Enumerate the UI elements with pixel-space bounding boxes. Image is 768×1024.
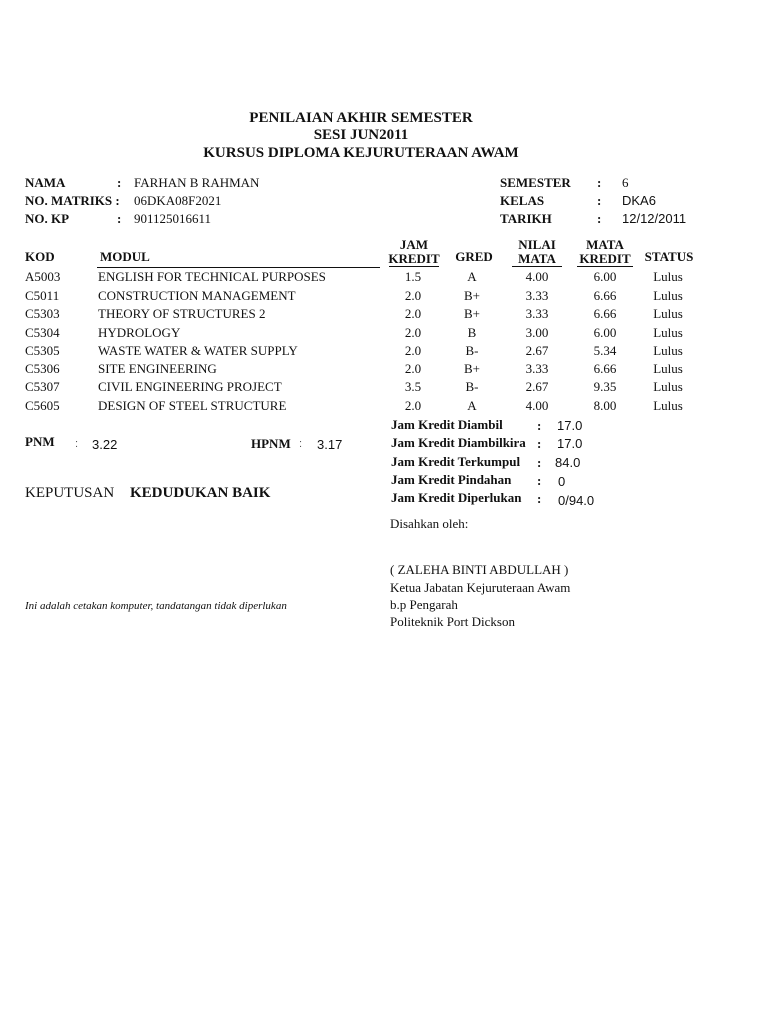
cell-nilai: 2.67 xyxy=(525,343,549,358)
jam-kredit-pindahan-label: Jam Kredit Pindahan xyxy=(391,472,512,487)
cell-modul: HYDROLOGY xyxy=(98,325,181,340)
cell-kod: C5605 xyxy=(25,398,60,413)
cell-status: Lulus xyxy=(653,325,683,340)
signatory-title: Ketua Jabatan Kejuruteraan Awam xyxy=(390,580,571,595)
cell-jam: 2.0 xyxy=(404,306,422,321)
cell-jam: 2.0 xyxy=(404,398,422,413)
cell-kod: C5307 xyxy=(25,379,60,394)
cell-jam: 2.0 xyxy=(404,361,422,376)
cell-jam: 2.0 xyxy=(404,288,422,303)
kelas-colon: : xyxy=(597,193,602,208)
kelas-label: KELAS xyxy=(500,193,545,208)
tarikh-colon: : xyxy=(597,211,602,226)
nama-value: FARHAN B RAHMAN xyxy=(134,175,260,190)
cell-nilai: 4.00 xyxy=(525,269,549,284)
matriks-value: 06DKA08F2021 xyxy=(134,193,222,208)
jam-kredit-diambilkira-label: Jam Kredit Diambilkira xyxy=(391,435,526,450)
cell-modul: WASTE WATER & WATER SUPPLY xyxy=(98,343,298,358)
nama-colon: : xyxy=(117,175,122,190)
jam-kredit-pindahan-value: 0 xyxy=(558,474,566,489)
keputusan-value: KEDUDUKAN BAIK xyxy=(130,485,271,501)
cell-gred: B- xyxy=(465,343,479,358)
cell-mata: 6.66 xyxy=(593,306,617,321)
cell-gred: B- xyxy=(465,379,479,394)
disahkan-oleh: Disahkan oleh: xyxy=(390,516,469,531)
cell-mata: 6.00 xyxy=(593,325,617,340)
cell-mata: 8.00 xyxy=(593,398,617,413)
cell-mata: 6.66 xyxy=(593,361,617,376)
pnm-colon: : xyxy=(75,438,79,450)
cell-jam: 2.0 xyxy=(404,343,422,358)
jam-kredit-diambilkira-value: 17.0 xyxy=(557,436,583,451)
th-mata-kredit xyxy=(577,238,633,266)
jam-kredit-terkumpul-label: Jam Kredit Terkumpul xyxy=(391,454,521,469)
jam-kredit-diperlukan-value: 0/94.0 xyxy=(558,493,595,508)
cell-gred: B+ xyxy=(463,288,480,303)
table-row xyxy=(0,379,768,397)
cell-nilai: 4.00 xyxy=(525,398,549,413)
header-rule-nilai xyxy=(512,266,562,267)
cell-modul: CONSTRUCTION MANAGEMENT xyxy=(98,288,296,303)
cell-nilai: 3.00 xyxy=(525,325,549,340)
table-row xyxy=(0,288,768,306)
jam-kredit-diambil-label: Jam Kredit Diambil xyxy=(391,417,503,432)
keputusan-label: KEPUTUSAN xyxy=(25,485,115,501)
title-line-1: PENILAIAN AKHIR SEMESTER xyxy=(249,110,473,126)
th-mata-line2: KREDIT xyxy=(579,251,631,266)
jam-kredit-terkumpul-value: 84.0 xyxy=(555,455,581,470)
cell-kod: A5003 xyxy=(25,269,61,284)
signatory-bp: b.p Pengarah xyxy=(390,597,458,612)
cell-gred: B+ xyxy=(463,361,480,376)
pnm-label: PNM xyxy=(25,434,55,449)
th-nilai-mata xyxy=(512,238,562,266)
computer-print-note: Ini adalah cetakan komputer, tandatangan tidak diperlukan xyxy=(25,600,287,612)
semester-colon: : xyxy=(597,175,602,190)
table-row xyxy=(0,361,768,379)
th-mata-line1: MATA xyxy=(586,237,624,252)
th-jam-line2: KREDIT xyxy=(388,251,440,266)
header-rule-modul xyxy=(97,267,380,268)
cell-nilai: 2.67 xyxy=(525,379,549,394)
cell-gred: B xyxy=(467,325,477,340)
cell-status: Lulus xyxy=(653,379,683,394)
cell-mata: 6.66 xyxy=(593,288,617,303)
cell-kod: C5306 xyxy=(25,361,60,376)
cell-gred: B+ xyxy=(463,306,480,321)
cell-status: Lulus xyxy=(653,306,683,321)
cell-jam: 1.5 xyxy=(404,269,422,284)
cell-mata: 9.35 xyxy=(593,379,617,394)
jam-kredit-pindahan-colon: : xyxy=(537,473,542,488)
jam-kredit-terkumpul-colon: : xyxy=(537,455,542,470)
semester-label: SEMESTER xyxy=(500,175,571,190)
cell-status: Lulus xyxy=(653,361,683,376)
kp-value: 901125016611 xyxy=(134,211,212,226)
cell-modul: DESIGN OF STEEL STRUCTURE xyxy=(98,398,287,413)
cell-status: Lulus xyxy=(653,288,683,303)
title-line-3: KURSUS DIPLOMA KEJURUTERAAN AWAM xyxy=(203,145,519,161)
semester-value: 6 xyxy=(622,175,629,190)
cell-jam: 2.0 xyxy=(404,325,422,340)
cell-modul: CIVIL ENGINEERING PROJECT xyxy=(98,379,282,394)
signatory-name: ( ZALEHA BINTI ABDULLAH ) xyxy=(390,562,569,577)
cell-kod: C5304 xyxy=(25,325,60,340)
nama-label: NAMA xyxy=(25,175,66,190)
th-jam-kredit xyxy=(388,238,440,266)
cell-kod: C5011 xyxy=(25,288,60,303)
kp-label: NO. KP xyxy=(25,211,70,226)
jam-kredit-diambil-value: 17.0 xyxy=(557,418,583,433)
cell-mata: 5.34 xyxy=(593,343,617,358)
table-row xyxy=(0,343,768,361)
cell-nilai: 3.33 xyxy=(525,288,549,303)
jam-kredit-diambil-colon: : xyxy=(537,418,542,433)
jam-kredit-diperlukan-label: Jam Kredit Diperlukan xyxy=(391,490,522,505)
cell-gred: A xyxy=(467,398,477,413)
table-row xyxy=(0,398,768,416)
cell-jam: 3.5 xyxy=(404,379,422,394)
cell-status: Lulus xyxy=(653,343,683,358)
pnm-value: 3.22 xyxy=(92,437,118,452)
cell-status: Lulus xyxy=(653,269,683,284)
cell-nilai: 3.33 xyxy=(525,361,549,376)
cell-modul: THEORY OF STRUCTURES 2 xyxy=(98,306,266,321)
header-rule-mata xyxy=(577,266,633,267)
title-line-2: SESI JUN2011 xyxy=(313,127,409,143)
th-kod: KOD xyxy=(25,249,55,264)
th-jam-line1: JAM xyxy=(399,237,429,252)
institution-name: Politeknik Port Dickson xyxy=(390,614,515,629)
kelas-value: DKA6 xyxy=(622,193,656,208)
cell-nilai: 3.33 xyxy=(525,306,549,321)
th-gred: GRED xyxy=(455,249,493,264)
table-row xyxy=(0,269,768,287)
cell-mata: 6.00 xyxy=(593,269,617,284)
jam-kredit-diperlukan-colon: : xyxy=(537,491,542,506)
cell-kod: C5303 xyxy=(25,306,60,321)
tarikh-label: TARIKH xyxy=(500,211,552,226)
th-modul: MODUL xyxy=(100,249,150,264)
header-rule-jam xyxy=(389,266,439,267)
matriks-label: NO. MATRIKS : xyxy=(25,193,120,208)
cell-modul: SITE ENGINEERING xyxy=(98,361,217,376)
table-row xyxy=(0,325,768,343)
cell-modul: ENGLISH FOR TECHNICAL PURPOSES xyxy=(98,269,326,284)
th-status: STATUS xyxy=(644,249,694,264)
jam-kredit-diambilkira-colon: : xyxy=(537,436,542,451)
hpnm-value: 3.17 xyxy=(317,437,343,452)
th-nilai-line1: NILAI xyxy=(518,237,556,252)
hpnm-colon: : xyxy=(299,438,303,450)
cell-gred: A xyxy=(467,269,477,284)
hpnm-label: HPNM xyxy=(251,436,291,451)
cell-kod: C5305 xyxy=(25,343,60,358)
tarikh-value: 12/12/2011 xyxy=(622,211,687,226)
cell-status: Lulus xyxy=(653,398,683,413)
kp-colon: : xyxy=(117,211,122,226)
th-nilai-line2: MATA xyxy=(518,251,556,266)
table-row xyxy=(0,306,768,324)
